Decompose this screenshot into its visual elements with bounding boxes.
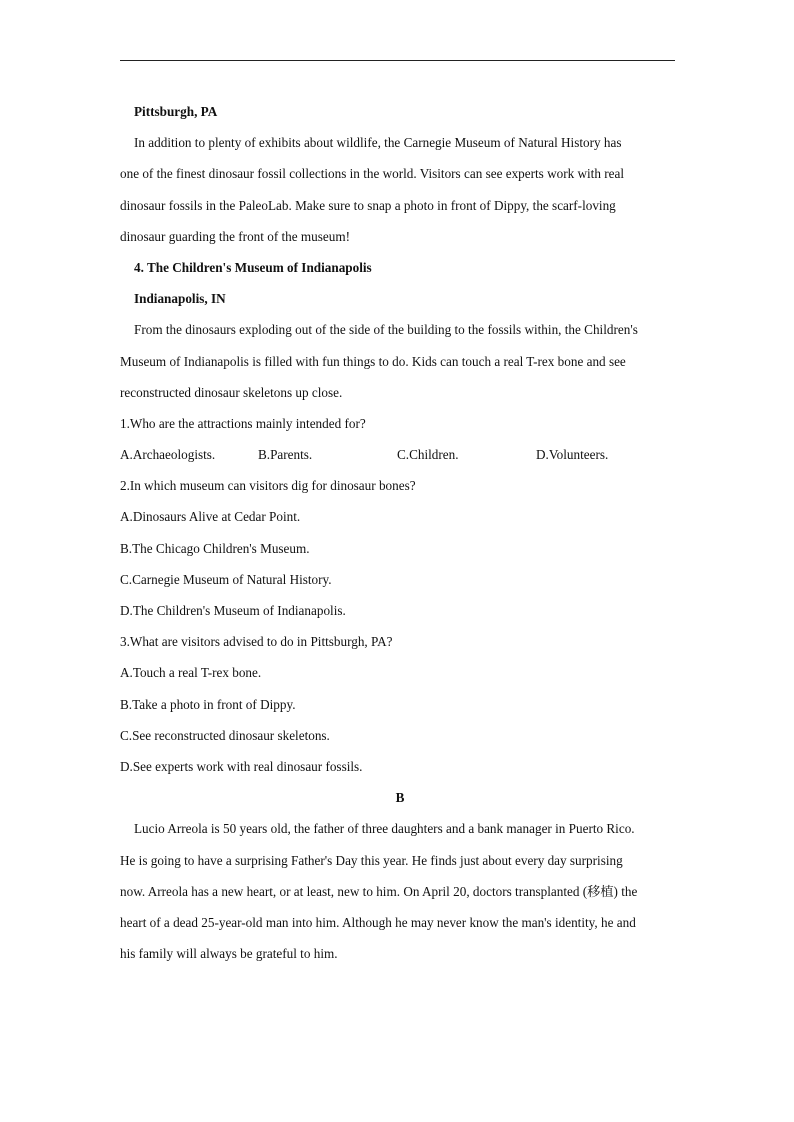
question-3-stem: 3.What are visitors advised to do in Pittsburgh, PA? bbox=[120, 634, 393, 650]
header-rule bbox=[120, 60, 675, 61]
q3-option-b: B.Take a photo in front of Dippy. bbox=[120, 696, 296, 712]
paragraph-line: He is going to have a surprising Father's Day this year. He finds just about every day surprising bbox=[120, 852, 623, 868]
q1-option-b: B.Parents. bbox=[258, 447, 313, 463]
paragraph-line: In addition to plenty of exhibits about wildlife, the Carnegie Museum of Natural History has bbox=[134, 135, 622, 151]
carnegie-location: Pittsburgh, PA bbox=[134, 104, 218, 119]
q2-option-a: A.Dinosaurs Alive at Cedar Point. bbox=[120, 509, 301, 525]
paragraph-line: dinosaur fossils in the PaleoLab. Make sure to snap a photo in front of Dippy, the scarf-loving bbox=[120, 197, 616, 213]
q3-option-a: A.Touch a real T-rex bone. bbox=[120, 665, 262, 681]
q2-option-d: D.The Children's Museum of Indianapolis. bbox=[120, 603, 346, 618]
paragraph-line: Lucio Arreola is 50 years old, the father of three daughters and a bank manager in Puerto Rico. bbox=[134, 821, 635, 837]
indy-heading: 4. The Children's Museum of Indianapolis bbox=[134, 259, 372, 275]
paragraph-line: reconstructed dinosaur skeletons up close. bbox=[120, 384, 343, 400]
question-1-stem: 1.Who are the attractions mainly intended for? bbox=[120, 415, 366, 431]
q2-option-c: C.Carnegie Museum of Natural History. bbox=[120, 571, 332, 587]
paragraph-line: dinosaur guarding the front of the museum! bbox=[120, 228, 350, 244]
q1-option-d: D.Volunteers. bbox=[536, 447, 609, 463]
question-2-stem: 2.In which museum can visitors dig for dinosaur bones? bbox=[120, 478, 416, 494]
document-body bbox=[120, 96, 680, 969]
paragraph-line: Museum of Indianapolis is filled with fun things to do. Kids can touch a real T-rex bone and see bbox=[120, 353, 626, 369]
indy-location: Indianapolis, IN bbox=[134, 291, 226, 307]
q1-option-c: C.Children. bbox=[397, 447, 459, 463]
paragraph-line: From the dinosaurs exploding out of the side of the building to the fossils within, the Children's bbox=[134, 322, 638, 338]
paragraph-line: heart of a dead 25-year-old man into him. Although he may never know the man's identity, he and bbox=[120, 914, 636, 930]
q2-option-b: B.The Chicago Children's Museum. bbox=[120, 540, 310, 556]
q3-option-c: C.See reconstructed dinosaur skeletons. bbox=[120, 727, 330, 743]
question-1-options bbox=[120, 439, 680, 470]
q3-option-d: D.See experts work with real dinosaur fossils. bbox=[120, 758, 363, 774]
section-b-heading: B bbox=[395, 790, 405, 806]
paragraph-line: his family will always be grateful to him. bbox=[120, 946, 338, 962]
paragraph-line: now. Arreola has a new heart, or at least, new to him. On April 20, doctors transplanted (移植) the bbox=[120, 883, 638, 899]
q1-option-a: A.Archaeologists. bbox=[120, 447, 216, 463]
paragraph-line: one of the finest dinosaur fossil collections in the world. Visitors can see experts work with real bbox=[120, 166, 625, 182]
